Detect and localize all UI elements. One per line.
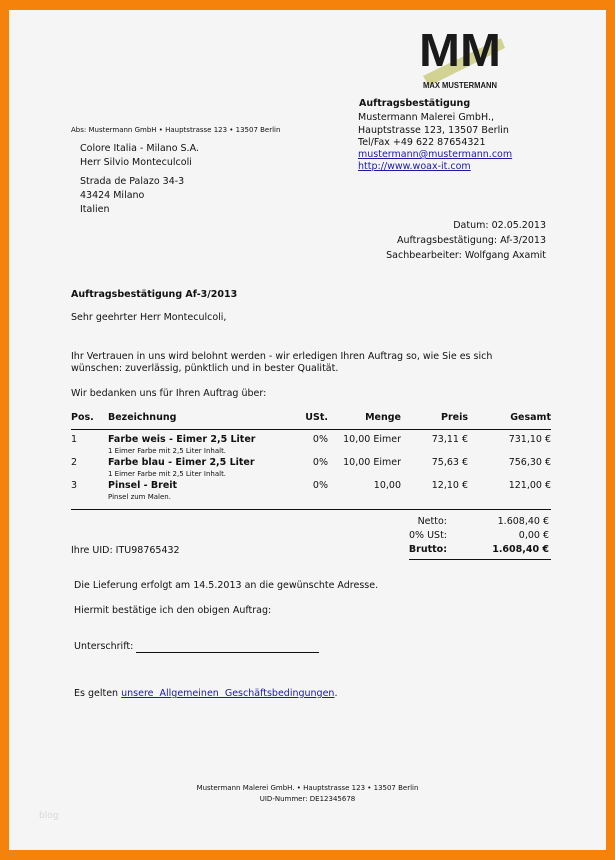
- greeting: Sehr geehrter Herr Monteculcoli,: [71, 312, 227, 323]
- row-vat: 0%: [312, 434, 328, 445]
- company-web-link[interactable]: http://www.woax-it.com: [358, 161, 471, 172]
- table-row: [71, 457, 551, 480]
- recipient-street: Strada de Palazo 34-3: [80, 176, 185, 187]
- company-heading: Auftragsbestätigung: [359, 98, 471, 109]
- row-price: 73,11 €: [431, 434, 468, 445]
- gross-value: 1.608,40 €: [492, 544, 549, 555]
- terms-suffix: .: [334, 688, 338, 699]
- recipient-city: 43424 Milano: [80, 190, 145, 201]
- sender-line: Abs: Mustermann GmbH • Hauptstrasse 123 • 13507 Berlin: [71, 126, 281, 134]
- footer-uid: UID-Nummer: DE12345678: [259, 795, 356, 803]
- date: Datum: 02.05.2013: [453, 220, 546, 231]
- row-vat: 0%: [312, 457, 328, 468]
- totals-underline: [409, 559, 551, 560]
- watermark: blog: [39, 811, 59, 821]
- document-page: [9, 10, 606, 850]
- row-qty: 10,00: [373, 480, 401, 491]
- col-qty: Menge: [328, 410, 401, 430]
- signature-line[interactable]: [136, 652, 319, 653]
- row-qty: 10,00 Eimer: [343, 457, 401, 468]
- order-number: Auftragsbestätigung: Af-3/2013: [396, 235, 546, 246]
- row-description: 1 Eimer Farbe mit 2,5 Liter Inhalt.: [108, 447, 227, 455]
- row-total: 121,00 €: [508, 480, 551, 491]
- terms-text: [74, 688, 337, 700]
- company-name: Mustermann Malerei GmbH.,: [358, 112, 494, 123]
- company-email-link[interactable]: mustermann@mustermann.com: [358, 149, 513, 160]
- confirm-text: Hiermit bestätige ich den obigen Auftrag:: [74, 605, 272, 616]
- row-vat: 0%: [312, 480, 328, 491]
- row-pos: 3: [71, 480, 78, 491]
- delivery-text: Die Lieferung erfolgt am 14.5.2013 an die gewünschte Adresse.: [74, 580, 379, 591]
- row-qty: 10,00 Eimer: [343, 434, 401, 445]
- footer-address: Mustermann Malerei GmbH. • Hauptstrasse 123 • 13507 Berlin: [196, 784, 419, 792]
- vat-label: 0% USt:: [409, 530, 447, 541]
- row-total: 756,30 €: [508, 457, 551, 468]
- net-value: 1.608,40 €: [497, 516, 549, 527]
- svg-text:MAX MUSTERMANN: MAX MUSTERMANN: [423, 81, 498, 90]
- recipient-company: Colore Italia - Milano S.A.: [80, 143, 199, 154]
- customer-uid: Ihre UID: ITU98765432: [71, 545, 180, 556]
- net-label: Netto:: [417, 516, 447, 527]
- table-header: [71, 410, 551, 430]
- intro-line-1: Ihr Vertrauen in uns wird belohnt werden - wir erledigen Ihren Auftrag so, wie Sie es sich: [71, 351, 493, 362]
- row-name: Farbe weis - Eimer 2,5 Liter: [108, 434, 256, 445]
- order-table: [71, 410, 551, 503]
- thanks-text: Wir bedanken uns für Ihren Auftrag über:: [71, 388, 267, 399]
- table-row: [71, 430, 551, 458]
- row-description: 1 Eimer Farbe mit 2,5 Liter Inhalt.: [108, 470, 227, 478]
- intro-line-2: wünschen: zuverlässig, pünktlich und in bester Qualität.: [71, 363, 339, 374]
- recipient-person: Herr Silvio Monteculcoli: [80, 157, 192, 168]
- recipient-country: Italien: [80, 204, 110, 215]
- gross-label: Brutto:: [408, 544, 447, 555]
- row-pos: 1: [71, 434, 78, 445]
- col-total: Gesamt: [468, 410, 551, 430]
- row-price: 75,63 €: [431, 457, 468, 468]
- clerk: Sachbearbeiter: Wolfgang Axamit: [386, 250, 546, 261]
- col-name: Bezeichnung: [108, 410, 278, 430]
- document-title: Auftragsbestätigung Af-3/2013: [71, 289, 238, 300]
- signature-label: Unterschrift:: [74, 641, 134, 652]
- company-address: Hauptstrasse 123, 13507 Berlin: [358, 125, 509, 136]
- table-divider: [71, 509, 551, 510]
- col-vat: USt.: [278, 410, 328, 430]
- row-name: Pinsel - Breit: [108, 480, 178, 491]
- row-pos: 2: [71, 457, 78, 468]
- row-description: Pinsel zum Malen.: [108, 493, 171, 501]
- company-phone: Tel/Fax +49 622 87654321: [358, 137, 486, 148]
- table-row: [71, 480, 551, 503]
- terms-link[interactable]: unsere Allgemeinen Geschäftsbedingungen: [121, 688, 335, 699]
- col-price: Preis: [401, 410, 468, 430]
- row-total: 731,10 €: [508, 434, 551, 445]
- row-name: Farbe blau - Eimer 2,5 Liter: [108, 457, 255, 468]
- company-logo: [415, 26, 507, 92]
- svg-text:MM: MM: [419, 26, 501, 76]
- row-price: 12,10 €: [431, 480, 468, 491]
- col-pos: Pos.: [71, 410, 108, 430]
- vat-value: 0,00 €: [518, 530, 549, 541]
- terms-prefix: Es gelten: [74, 688, 122, 699]
